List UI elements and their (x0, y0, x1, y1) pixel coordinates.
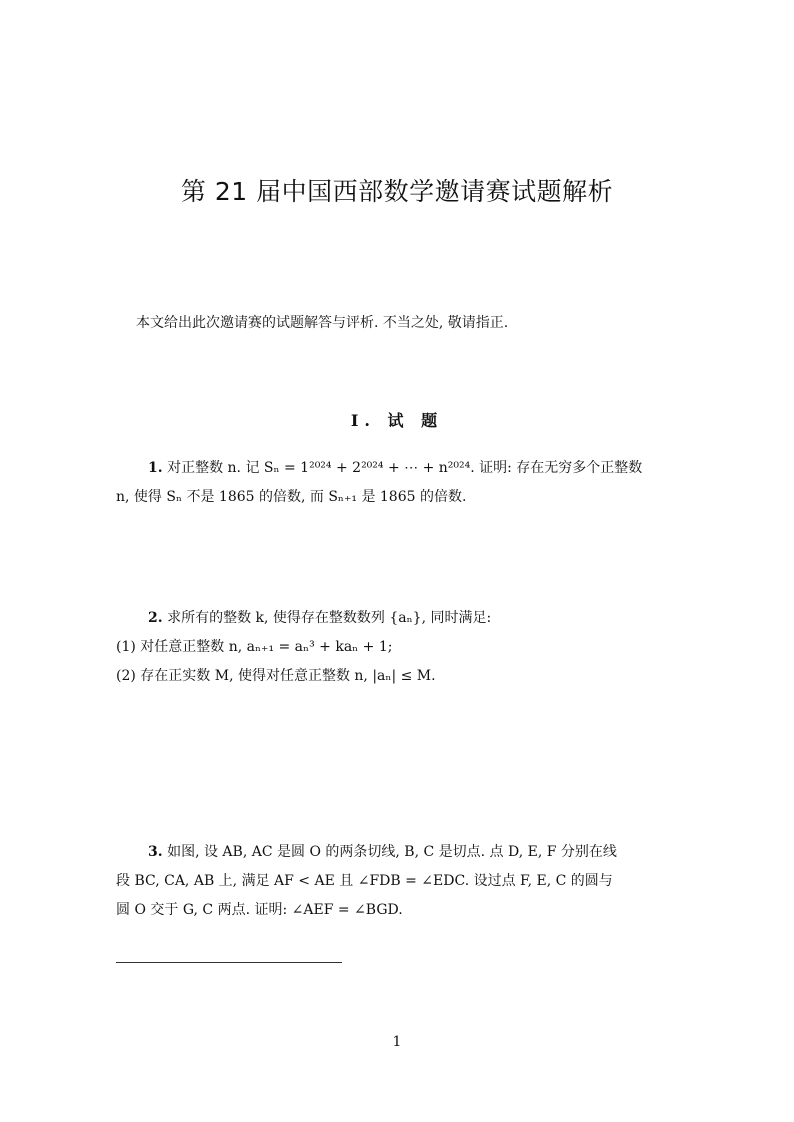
intro-paragraph: 本文给出此次邀请赛的试题解答与评析. 不当之处, 敬请指正. (136, 315, 509, 331)
problem-3-text-2: 段 BC, CA, AB 上, 满足 AF < AE 且 ∠FDB = ∠EDC. 设过点 F, E, C 的圆与 (116, 873, 613, 889)
problem-3-line-1 (116, 838, 692, 867)
problem-2-line-1 (116, 604, 692, 633)
problem-2-text-1: 求所有的整数 k, 使得存在整数数列 {aₙ}, 同时满足: (167, 610, 492, 626)
problem-1 (116, 454, 692, 512)
document-title: 第 21 届中国西部数学邀请赛试题解析 (180, 177, 614, 206)
problem-2-condition-2: (2) 存在正实数 M, 使得对任意正整数 n, |aₙ| ≤ M. (116, 668, 436, 684)
problem-3-text-3: 圆 O 交于 G, C 两点. 证明: ∠AEF = ∠BGD. (116, 902, 403, 918)
problem-3 (116, 838, 692, 925)
problem-2-number: 2. (148, 610, 163, 626)
problem-2 (116, 604, 692, 691)
page-number: 1 (392, 1034, 402, 1050)
section-heading: I. 试 题 (350, 411, 444, 430)
problem-2-condition-1: (1) 对任意正整数 n, aₙ₊₁ = aₙ³ + kaₙ + 1; (116, 639, 393, 655)
footnote-rule (116, 962, 342, 963)
problem-3-text-1: 如图, 设 AB, AC 是圆 O 的两条切线, B, C 是切点. 点 D, E, F 分别在线 (167, 844, 617, 860)
problem-1-number: 1. (148, 460, 163, 476)
problem-1-line-1 (116, 454, 692, 483)
problem-1-text-1: 对正整数 n. 记 Sₙ = 1²⁰²⁴ + 2²⁰²⁴ + ⋯ + n²⁰²⁴. 证明: 存在无穷多个正整数 (167, 460, 643, 476)
problem-1-text-2: n, 使得 Sₙ 不是 1865 的倍数, 而 Sₙ₊₁ 是 1865 的倍数. (116, 489, 467, 505)
problem-3-number: 3. (148, 844, 163, 860)
